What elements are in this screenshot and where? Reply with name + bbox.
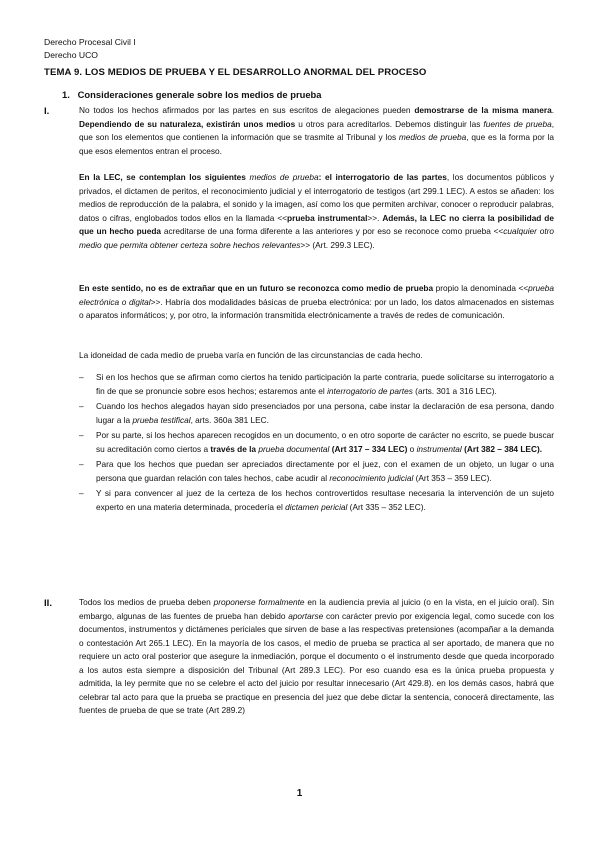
- header-course: Derecho Procesal Civil I: [44, 37, 136, 47]
- roman-numeral-one: I.: [44, 106, 50, 117]
- dash-bullet: –: [79, 459, 84, 469]
- paragraph-proposicion-prueba: Todos los medios de prueba deben proponerse formalmente en la audiencia previa al juicio (o en la vista, en el juicio oral). Sin embargo, algunas de las fuentes de prueba han debido aportarse con carácter previo por exigencia legal, como sucede con los documentos, instrumentos y dictámenes periciales que sirven de base a las respectivas pretensiones (acompañar a la demanda o contestación Art 265.1 LEC). En la mayoría de los casos, el medio de prueba se practica al ser aportado, de manera que no requiere un acto oral posterior que asegure la inmediación, porque el documento o el instrumento desde que queda incorporado a los autos esta siempre a disposición del Tribunal (Art 289.3 LEC). Por eso cuando esa es la única prueba propuesta y admitida, la ley permite que no se celebre el acto del juicio por resultar innecesario (Art 429.8). en los demás casos, habrá que celebrar tal acto para que la prueba se practique en presencia del juez que debe dictar la sentencia, conocerá directamente, las fuentes de prueba de que se trate (Art 289.2): [79, 597, 555, 715]
- paragraph-idoneidad: La idoneidad de cada medio de prueba varía en función de las circunstancias de cada hecho.: [79, 350, 423, 360]
- section-heading: [62, 89, 321, 100]
- dash-bullet: –: [79, 401, 84, 411]
- page-title: TEMA 9. LOS MEDIOS DE PRUEBA Y EL DESARROLLO ANORMAL DEL PROCESO: [44, 67, 427, 78]
- roman-numeral-two: II.: [44, 598, 52, 609]
- paragraph-prueba-electronica: En este sentido, no es de extrañar que en un futuro se reconozca como medio de prueba propio la denominada <<prueba electrónica o digital>>. Habría dos modalidades básicas de prueba electrónica: por un lado, los datos almacenados en sistemas o aparatos informáticos; y, por otro, la información transmitida electrónicamente a través de redes de comunicación.: [79, 283, 555, 320]
- section-number: 1.: [62, 89, 70, 100]
- list-item: – Si en los hechos que se afirman como ciertos ha tenido participación la parte contraria, puede solicitarse su interrogatorio a fin de que se pronuncie sobre esos hechos; estaremos ante el interrogatorio de partes (arts. 301 a 316 LEC).: [79, 372, 554, 396]
- list-item: – Cuando los hechos alegados hayan sido presenciados por una persona, cabe instar la declaración de esa persona, dando lugar a la prueba testifical, arts. 360a 381 LEC.: [79, 401, 554, 425]
- medios-list: [79, 371, 554, 516]
- list-item: – Y si para convencer al juez de la certeza de los hechos controvertidos resultase necesaria la intervención de un sujeto experto en una materia determinada, procedería el dictamen pericial (Art 335 – 352 LEC).: [79, 488, 554, 512]
- page-number: 1: [296, 788, 303, 799]
- dash-bullet: –: [79, 372, 84, 382]
- list-item: – Por su parte, si los hechos aparecen recogidos en un documento, o en otro soporte de carácter no escrito, se puede buscar su acreditación como ciertos a través de la prueba documental (Art 317 – 334 LEC) o instrumental (Art 382 – 384 LEC).: [79, 430, 554, 454]
- dash-bullet: –: [79, 430, 84, 440]
- paragraph-lec-medios: En la LEC, se contemplan los siguientes medios de prueba: el interrogatorio de las partes, los documentos públicos y privados, el dictamen de peritos, el reconocimiento judicial y el interrogatorio de testigos (art 299.1 LEC). A estos se añaden: los medios de reproducción de la palabra, el sonido y la imagen, así como los que permiten archivar, conocer o reproducir palabras, datos o cifras, englobados todos ellos en la llamada <<prueba instrumental>>. Además, la LEC no cierra la posibilidad de que un hecho pueda acreditarse de una forma diferente a las anteriores y por eso se reconoce como prueba <<cualquier otro medio que permita obtener certeza sobre hechos relevantes>> (Art. 299.3 LEC).: [79, 172, 554, 250]
- paragraph-fuentes-medios: No todos los hechos afirmados por las partes en sus escritos de alegaciones pueden demostrarse de la misma manera. Dependiendo de su naturaleza, existirán unos medios u otros para acreditarlos. Debemos distinguir las fuentes de prueba, que son los elementos que contienen la información que se trasmite al Tribunal y los medios de prueba, que es la forma por la que esos elementos entran el proceso.: [79, 105, 555, 156]
- list-item: – Para que los hechos que puedan ser apreciados directamente por el juez, con el examen de un objeto, un lugar o una persona que guardan relación con tales hechos, cabe acudir al reconocimiento judicial (Art 353 – 359 LEC).: [79, 459, 554, 483]
- dash-bullet: –: [79, 488, 84, 498]
- section-title: Consideraciones generale sobre los medios de prueba: [77, 89, 322, 100]
- header-institution: Derecho UCO: [44, 50, 98, 60]
